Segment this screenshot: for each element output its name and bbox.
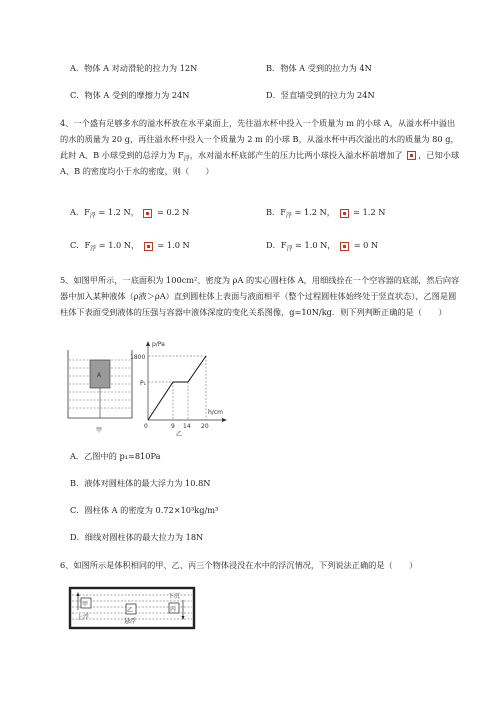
label-xuanfu: 悬浮	[124, 618, 137, 625]
svg-text:甲: 甲	[82, 601, 89, 608]
y-tick-p1: P₁	[140, 380, 147, 387]
q5-option-a: A．乙图中的 p₁=810Pa	[70, 451, 161, 461]
q6-stem: 6、如图所示是体积相同的甲、乙、丙三个物体浸没在水中的浮沉情况，下列说法正确的是（ ）	[60, 560, 418, 570]
q4-stem-text-2: ，水对溢水杯底部产生的压力比两小球投入溢水杯前增加了	[189, 149, 403, 160]
label-shangfu: 上浮	[77, 614, 90, 621]
svg-text:乙: 乙	[127, 607, 134, 614]
graph-yi	[130, 341, 227, 438]
formula-image-icon	[407, 151, 416, 160]
q4-stem	[60, 116, 460, 180]
q3-option-a: A．物体 A 对动滑轮的拉力为 12N	[70, 63, 198, 73]
q5-option-b: B．液体对圆柱体的最大浮力为 10.8N	[70, 478, 211, 488]
q4-sub-fu: 浮	[183, 155, 190, 163]
q3-option-c: C．物体 A 受到的摩擦力为 24N	[70, 90, 190, 100]
q4-stem-text-3: ，已知小球 A、B 的密度均小于水的密度，则（ ）	[60, 149, 460, 176]
q3-option-b: B．物体 A 受到的拉力为 4N	[266, 63, 372, 73]
q5-stem: 5、如图甲所示，一底面积为 100cm²、密度为 ρA 的实心圆柱体 A，用细线拴在一个空容器的底部，然后向容器中加入某种液体（ρ液＞ρA）直到圆柱体上表面与液面相平（整个过程圆柱体始终处于竖直状态），乙图是圆柱体下表面受到液体的压强与容器中液体深度的变化关系图像，g=10N/kg．则下列判断正确的是（ ）	[60, 275, 460, 317]
formula-image-icon	[340, 242, 349, 251]
x-tick-14: 14	[183, 423, 191, 430]
formula-image-icon	[340, 209, 349, 218]
x-tick-20: 20	[201, 423, 209, 430]
q5-figure	[60, 338, 230, 438]
q4-stem-text-1: 4、一个盛有足够多水的溢水杯放在水平桌面上，先往溢水杯中投入一个质量为 m 的小球 A，从溢水杯中溢出的水的质量为 20 g，再往溢水杯中投入一个质量为 2 m 的小球 B，从溢水杯中再次溢出的水的质量为 80 g，此时 A、B 小球受到的总浮力为 F	[60, 118, 459, 160]
y-tick-1800: 1800	[130, 354, 146, 361]
x-axis-label: h/cm	[208, 409, 223, 416]
q6-figure	[68, 586, 198, 631]
q5-option-d: D．细线对圆柱体的最大拉力为 18N	[70, 532, 204, 542]
q4-option-d: D．$F_浮 = 1.0$ N， = 0 N	[266, 240, 379, 253]
q4-option-c: C．$F_浮 = 1.0$ N， = 1.0 N	[70, 240, 190, 253]
label-xiachen: 下沉	[168, 593, 181, 600]
q4-option-b: B．$F_浮 = 1.2$ N， = 1.2 N	[266, 207, 386, 220]
q3-option-d: D．竖直墙受到的拉力为 24N	[266, 90, 375, 100]
object-jia	[77, 592, 92, 621]
cylinder-a-label: A	[97, 372, 102, 379]
caption-jia: 甲	[96, 427, 103, 434]
object-bing	[168, 592, 185, 620]
x-tick-9: 9	[171, 423, 175, 430]
y-axis-label: p/Pa	[152, 341, 165, 348]
pressure-curve	[148, 356, 206, 420]
caption-yi: 乙	[176, 431, 183, 438]
svg-text:丙: 丙	[170, 606, 177, 613]
formula-image-icon	[144, 242, 153, 251]
q4-option-a: A．$F_浮 = 1.2$ N， = 0.2 N	[70, 207, 190, 220]
q5-option-c: C．圆柱体 A 的密度为 0.72×10³kg/m³	[70, 505, 219, 515]
container-jia	[68, 350, 132, 434]
x-tick-0: 0	[144, 423, 148, 430]
formula-image-icon	[143, 209, 152, 218]
object-yi	[124, 604, 136, 625]
